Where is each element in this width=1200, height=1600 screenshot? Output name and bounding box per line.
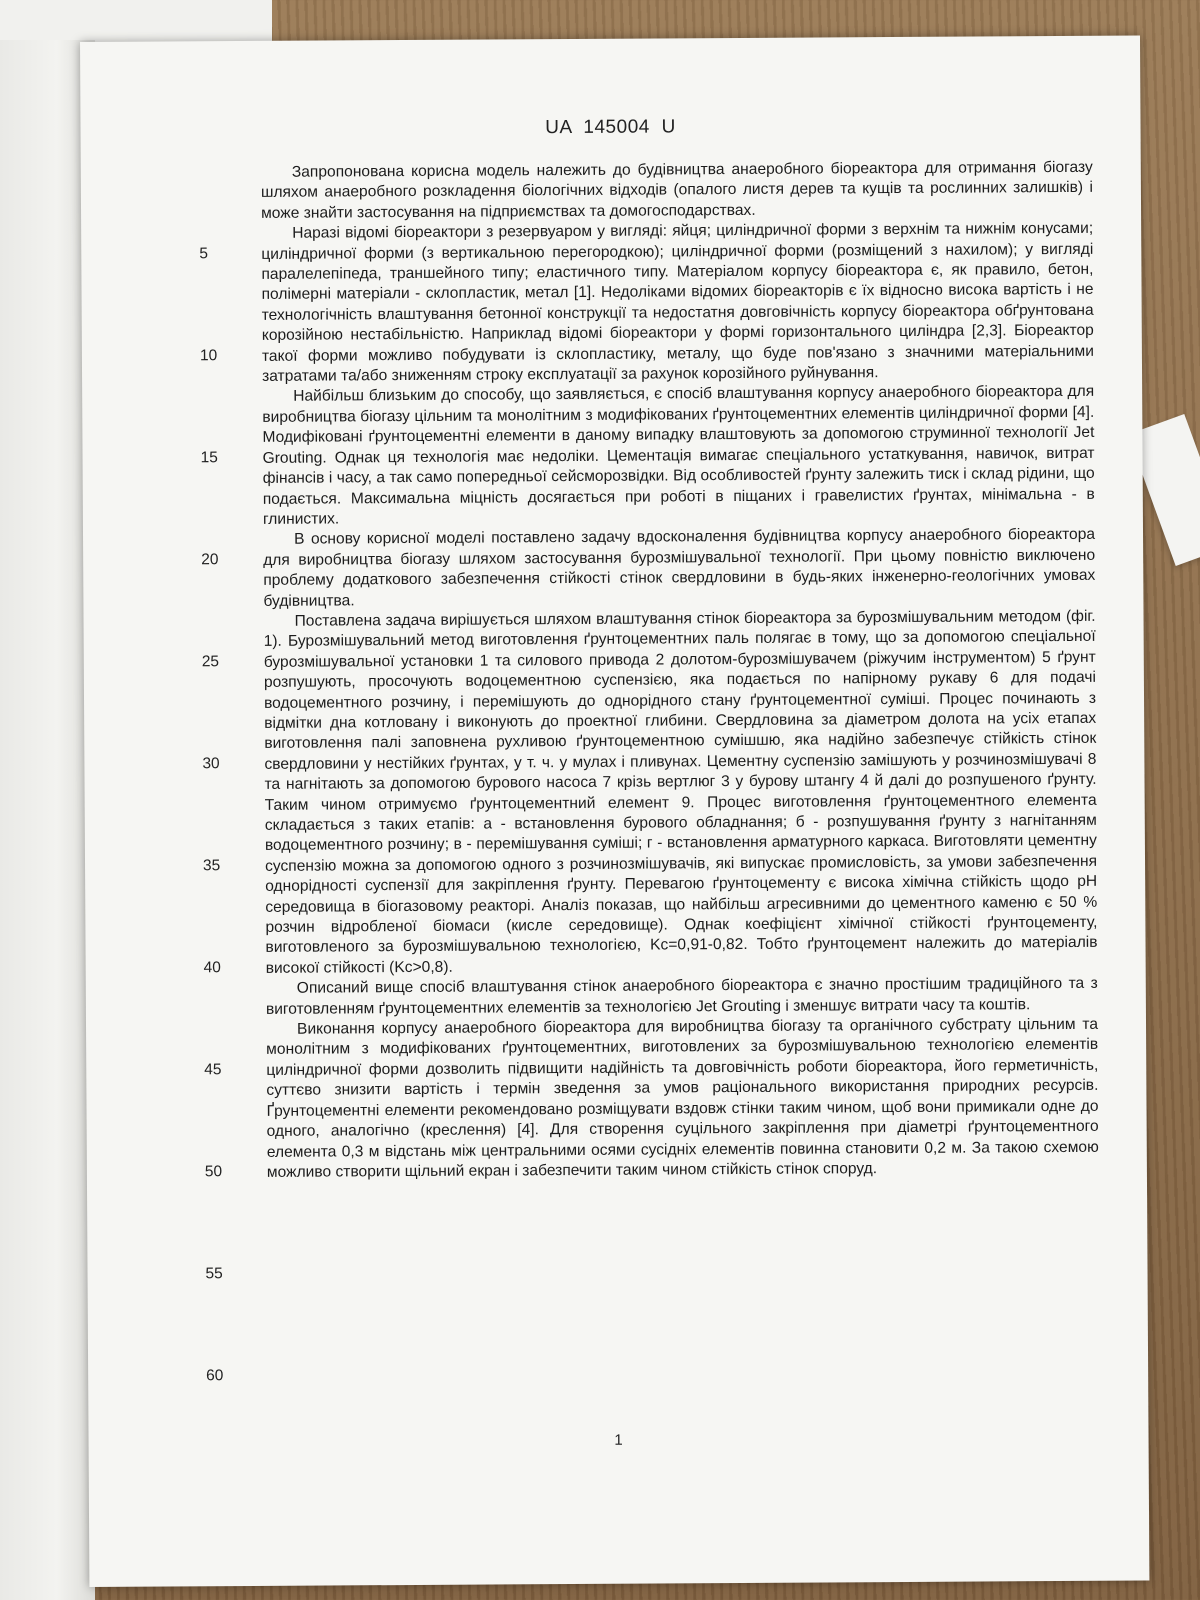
line-number: 55 <box>205 1265 223 1283</box>
paragraph: Запропонована корисна модель належить до будівництва анаеробного біореактора для отримання біогазу шляхом анаеробного розкладення біологічних відходів (опалого листя дерев та кущів та рослинних залишків) і може знайти застосування на підприємствах та домогосподарствах. <box>260 158 1093 222</box>
paragraph: Виконання корпусу анаеробного біореактора для виробництва біогазу та органічного субстрату цільним та монолітним з модифікованих ґрунтоцементних, виготовлених за бурозмішувальною технологією елементів циліндричної форми дозволить підвищити надійність та довговічність роботи біореактора, його герметичність, суттєво знизити вартість і термін зведення за умов раціонального використання природних ресурсів. Ґрунтоцементні елементи рекомендовано розміщувати вздовж стінки таким чином, щоб вони примикали одне до одного, аналогічно (креслення) [4]. Для створення суцільного закріплення при діаметрі ґрунтоцементного елемента 0,3 м відстань між центральними осями сусідніх елементів повинна становити 0,2 м. За такою схемою можливо створити щільний екран і забезпечити таким чином стійкість стінок споруд. <box>266 1015 1099 1181</box>
page-number: 1 <box>614 1431 623 1449</box>
line-number: 60 <box>206 1367 224 1385</box>
line-number: 25 <box>201 653 220 671</box>
line-number: 45 <box>204 1061 222 1079</box>
line-number: 35 <box>202 857 221 875</box>
line-number: 5 <box>199 245 208 263</box>
line-number: 30 <box>202 755 220 773</box>
paragraph: Поставлена задача вирішується шляхом влаштування стінок біореактора за бурозмішувальним методом (фіг. 1). Бурозмішувальний метод виготовлення ґрунтоцементних паль полягає в тому, що за допомогою спеціальної бурозмішувальної установки 1 та силового привода 2 долотом-бурозмішувачем (ріжучим інструментом) 5 ґрунт розпушують, просочують водоцементною суспензією, яка подається по напірному рукаву 6 для подачі водоцементного розчину, і перемішують до однорідного стану ґрунтоцементної суміші. Процес починають з відмітки дна котловану і виконують до проектної глибини. Свердловина за діаметром долота на усіх етапах виготовлення палі заповнена рухливою ґрунтоцементною сумішшю, яка надійно забезпечує стійкість стінок свердловини у нестійких ґрунтах, у т. ч. у мулах і пливунах. Цементну суспензію замішують у розчинозмішувачі 8 та нагнітають за допомогою бурового насоса 7 крізь вертлюг 3 у бурову штангу 4 й далі до розпушеного ґрунту. Таким чином отримуємо ґрунтоцементний елемент 9. Процес виготовлення ґрунтоцементного елемента складається з таких етапів: а - встановлення бурового обладнання; б - розпушування ґрунту з нагнітанням водоцементного розчину; в - перемішування суміші; г - встановлення арматурного каркаса. Виготовляти цементну суспензію можна за допомогою одного з розчинозмішувачів, які випускає промисловість, за умови забезпечення однорідності суспензії для закріплення ґрунту. Перевагою ґрунтоцементу є висока хімічна стійкість щодо pH середовища в біогазовому реакторі. Аналіз показав, що найбільш агресивними до цементного каменю є 50 % розчин відробленої біомаси (кисле середовище). Однак коефіцієнт хімічної стійкості ґрунтоцементу, виготовленого за бурозмішувальною технологією, Kc=0,91-0,82. Тобто ґрунтоцемент належить до матеріалів високої стійкості (Kc>0,8). <box>263 607 1098 977</box>
line-number: 10 <box>199 347 218 365</box>
line-number: 50 <box>204 1163 223 1181</box>
line-number: 40 <box>203 959 221 977</box>
paragraph: Наразі відомі біореактори з резервуаром у вигляді: яйця; циліндричної форми з верхнім та нижнім конусами; циліндричної форми (з вертикальною перегородкою); циліндричної форми (розміщений з нахилом); у вигляді паралелепіпеда, траншейного типу; еластичного типу. Матеріалом корпусу біореактора є, як правило, бетон, полімерні матеріали - склопластик, метал [1]. Недоліками відомих біореакторів є їх відносно висока вартість і не технологічність влаштування бетонної конструкції та недостатня довговічність корпусу біореактора обґрунтована корозійною нестабільністю. Наприклад відомі біореактори у формі горизонтального циліндра [2,3]. Біореактор такої форми можливо побудувати із склопластику, металу, що буде пов'язано з значними матеріальними затратами та/або зниженням строку експлуатації за рахунок корозійного руйнування. <box>261 220 1094 385</box>
patent-number-header: UA 145004 U <box>545 116 676 139</box>
line-number: 15 <box>200 449 218 467</box>
paragraph: Найбільш близьким до способу, що заявляється, є спосіб влаштування корпусу анаеробного біореактора для виробництва біогазу цільним та монолітним з модифікованих ґрунтоцементних елементів циліндричної форми [4]. Модифіковані ґрунтоцементні елементи в даному випадку влаштовують за допомогою струминної технології Jet Grouting. Однак ця технологія має недоліки. Цементація вимагає спеціального устаткування, навичок, витрат фінансів і часу, а так само попередньої сейсморозвідки. Від особливостей ґрунту залежить тиск і склад рідини, що подається. Максимальна міцність досягається при роботі в піщаних і гравелистих ґрунтах, мінімальна - в глинистих. <box>262 383 1095 528</box>
paragraph: В основу корисної моделі поставлено задачу вдосконалення будівництва корпусу анаеробного біореактора для виробництва біогазу шляхом застосування бурозмішувальної технології. При цьому повністю виключено проблему додаткового забезпечення стійкості стінок свердловини в будь-яких інженерно-геологічних умовах будівництва. <box>263 526 1096 610</box>
patent-page <box>80 36 1149 1587</box>
line-number: 20 <box>201 551 219 569</box>
document-body <box>261 158 1099 1183</box>
paragraph: Описаний вище спосіб влаштування стінок анаеробного біореактора є значно простішим традиційного та з виготовленням ґрунтоцементних елементів за технологією Jet Grouting і зменшує витрати часу та коштів. <box>265 975 1098 1018</box>
